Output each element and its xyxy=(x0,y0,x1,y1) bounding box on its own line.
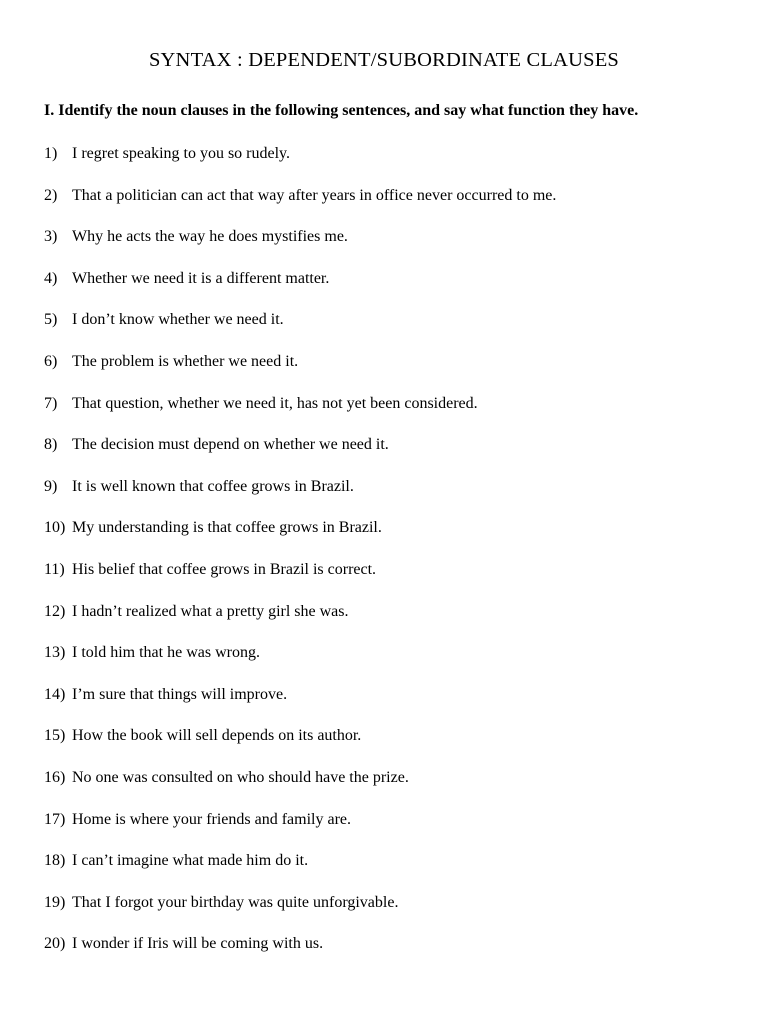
exercise-instruction: I. Identify the noun clauses in the following sentences, and say what function they have. xyxy=(44,102,639,119)
question-number: 1) xyxy=(44,145,58,162)
question-item xyxy=(44,308,556,350)
question-item xyxy=(44,683,556,725)
question-text: That I forgot your birthday was quite unforgivable. xyxy=(72,893,399,911)
question-number: 14) xyxy=(44,685,66,703)
question-number: 11) xyxy=(44,560,65,578)
question-text: My understanding is that coffee grows in Brazil. xyxy=(72,519,382,537)
question-number: 2) xyxy=(44,186,58,204)
question-number: 10) xyxy=(44,519,66,537)
question-number: 8) xyxy=(44,436,58,454)
question-item xyxy=(44,516,556,558)
question-item xyxy=(44,558,556,600)
question-number: 16) xyxy=(44,768,66,786)
question-number: 9) xyxy=(44,477,58,495)
question-item xyxy=(44,433,556,475)
question-text: I’m sure that things will improve. xyxy=(72,685,288,703)
question-item xyxy=(44,184,556,226)
question-text: That question, whether we need it, has not yet been considered. xyxy=(72,394,478,412)
question-item xyxy=(44,724,556,766)
question-item xyxy=(44,808,556,850)
question-item xyxy=(44,392,556,434)
question-item xyxy=(44,600,556,642)
question-text: I can’t imagine what made him do it. xyxy=(72,852,309,870)
question-text: The decision must depend on whether we need it. xyxy=(72,436,389,454)
question-number: 17) xyxy=(44,810,66,828)
question-item xyxy=(44,891,556,933)
question-list xyxy=(44,142,556,974)
document-title: SYNTAX : DEPENDENT/SUBORDINATE CLAUSES xyxy=(148,49,620,71)
question-item xyxy=(44,350,556,392)
question-number: 4) xyxy=(44,269,58,287)
question-text: The problem is whether we need it. xyxy=(72,352,299,370)
question-text: I wonder if Iris will be coming with us. xyxy=(72,935,324,953)
question-item xyxy=(44,267,556,309)
question-text: I told him that he was wrong. xyxy=(72,644,260,662)
question-number: 5) xyxy=(44,311,58,329)
question-text: Home is where your friends and family are. xyxy=(72,810,352,828)
question-number: 6) xyxy=(44,352,58,370)
question-item xyxy=(44,766,556,808)
question-number: 19) xyxy=(44,893,66,911)
question-text: Whether we need it is a different matter. xyxy=(72,269,330,287)
question-number: 15) xyxy=(44,727,66,745)
question-text: His belief that coffee grows in Brazil is correct. xyxy=(72,560,377,578)
question-text: Why he acts the way he does mystifies me. xyxy=(72,228,348,246)
question-item xyxy=(44,932,556,974)
question-number: 20) xyxy=(44,935,66,953)
question-number: 7) xyxy=(44,394,58,412)
question-item xyxy=(44,225,556,267)
question-text: It is well known that coffee grows in Brazil. xyxy=(72,477,354,495)
question-text: That a politician can act that way after years in office never occurred to me. xyxy=(72,186,557,204)
question-item xyxy=(44,475,556,517)
question-text: I don’t know whether we need it. xyxy=(72,311,284,329)
question-number: 3) xyxy=(44,228,58,246)
question-number: 18) xyxy=(44,852,66,870)
question-item xyxy=(44,641,556,683)
question-text: I regret speaking to you so rudely. xyxy=(72,145,291,162)
question-number: 13) xyxy=(44,644,66,662)
question-number: 12) xyxy=(44,602,66,620)
question-item xyxy=(44,142,556,184)
question-text: How the book will sell depends on its author. xyxy=(72,727,362,745)
question-text: I hadn’t realized what a pretty girl she was. xyxy=(72,602,349,620)
question-item xyxy=(44,849,556,891)
question-text: No one was consulted on who should have the prize. xyxy=(72,768,409,786)
